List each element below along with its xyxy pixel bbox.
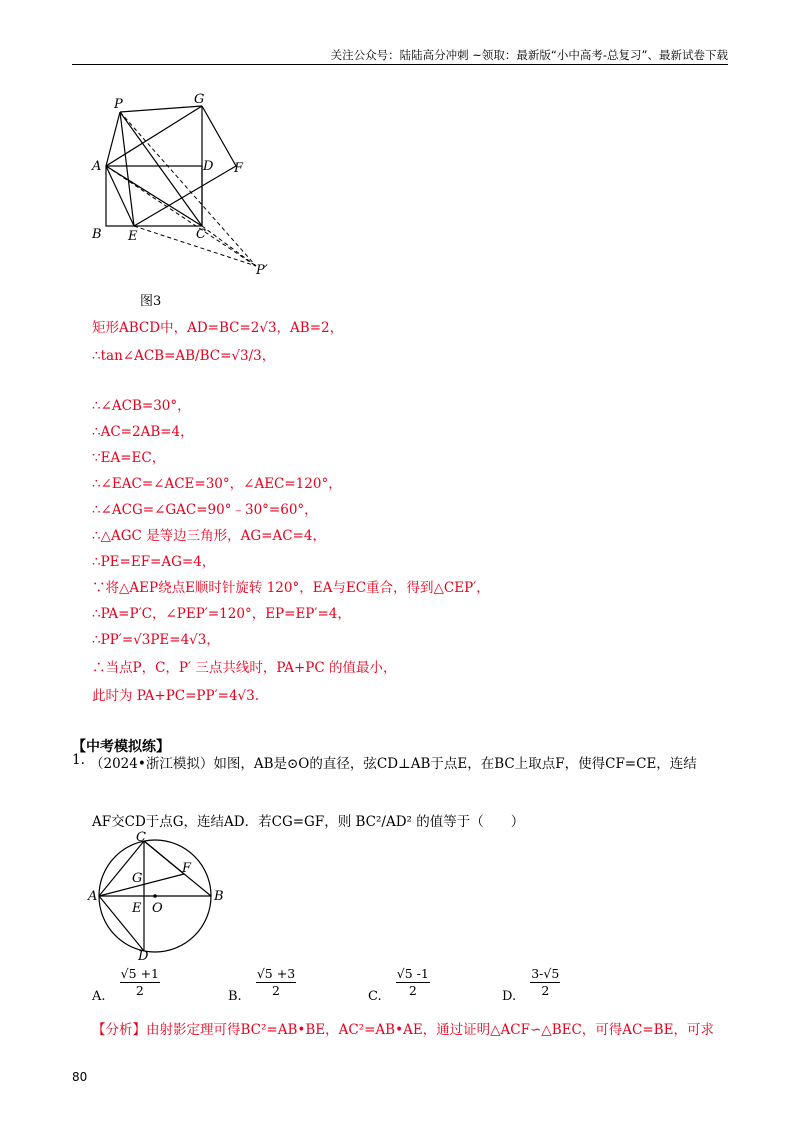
option-c-denominator: 2 bbox=[408, 983, 417, 998]
label-d: D bbox=[138, 949, 149, 962]
option-a[interactable] bbox=[92, 966, 160, 1004]
solution-line-11: ∴PA=P′C，∠PEP′=120°，EP=EP′=4， bbox=[92, 606, 351, 622]
label-g: G bbox=[194, 92, 205, 107]
option-b[interactable] bbox=[228, 966, 296, 1004]
question-stem-line-2: AF交CD于点G，连结AD．若CG=GF，则 BC²/AD² 的值等于（ ） bbox=[92, 814, 525, 830]
dash-p-p2 bbox=[120, 112, 256, 266]
option-d-denominator: 2 bbox=[541, 983, 550, 998]
solution-line-2: ∴tan∠ACB=AB/BC=√3/3， bbox=[92, 348, 276, 364]
solution-line-12: ∴PP′=√3PE=4√3， bbox=[92, 632, 220, 648]
figure-caption: 图3 bbox=[140, 294, 162, 309]
label-a: A bbox=[92, 159, 102, 174]
option-d-letter: D. bbox=[502, 989, 517, 1004]
solution-line-9: ∴PE=EF=AG=4， bbox=[92, 554, 216, 570]
label-f: F bbox=[182, 861, 192, 876]
label-o: O bbox=[152, 901, 163, 916]
label-p-prime: P′ bbox=[256, 263, 268, 278]
dash-c-p2 bbox=[202, 226, 256, 266]
label-a: A bbox=[88, 889, 98, 904]
option-a-numerator: √5 +1 bbox=[120, 966, 159, 981]
solution-line-10: ∵将△AEP绕点E顺时针旋转 120°，EA与EC重合，得到△CEP′， bbox=[92, 580, 490, 596]
segment-ef bbox=[134, 166, 236, 226]
segment-cf bbox=[144, 841, 184, 874]
option-b-denominator: 2 bbox=[272, 983, 280, 998]
solution-line-14: 此时为 PA+PC=PP′=4√3. bbox=[92, 688, 260, 704]
header-text: 关注公众号：陆陆高分冲刺 ~领取：最新版“小中高考-总复习”、最新试卷下载 bbox=[330, 48, 728, 62]
option-d-numerator: 3-√5 bbox=[531, 966, 560, 981]
solution-line-3: ∴∠ACB=30°， bbox=[92, 398, 191, 414]
solution-line-5: ∵EA=EC， bbox=[92, 450, 166, 466]
page-number: 80 bbox=[72, 1070, 88, 1084]
label-b: B bbox=[214, 889, 224, 904]
option-c[interactable] bbox=[368, 966, 430, 1004]
circle-figure bbox=[86, 830, 226, 962]
label-g: G bbox=[132, 871, 143, 886]
option-b-numerator: √5 +3 bbox=[256, 966, 296, 981]
label-e: E bbox=[132, 901, 142, 916]
page-header bbox=[72, 44, 728, 65]
label-p: P bbox=[114, 97, 123, 112]
option-b-letter: B. bbox=[228, 989, 242, 1004]
label-d: D bbox=[203, 159, 214, 174]
option-a-letter: A. bbox=[92, 989, 106, 1004]
solution-line-6: ∴∠EAC=∠ACE=30°，∠AEC=120°， bbox=[92, 476, 342, 492]
label-f: F bbox=[234, 161, 244, 176]
figure-3 bbox=[86, 92, 286, 284]
option-c-numerator: √5 -1 bbox=[396, 966, 429, 981]
question-stem-line-1: （2024•浙江模拟）如图，AB是⊙O的直径，弦CD⊥AB于点E，在BC上取点F，使得CF=CE，连结 bbox=[90, 756, 697, 772]
option-c-letter: C. bbox=[368, 989, 382, 1004]
center-point bbox=[153, 894, 157, 898]
solution-line-4: ∴AC=2AB=4， bbox=[92, 424, 194, 440]
section-title: 【中考模拟练】 bbox=[72, 739, 170, 755]
segment-pg bbox=[120, 106, 202, 112]
segment-gf bbox=[202, 106, 236, 166]
analysis-line: 【分析】由射影定理可得BC²=AB•BE，AC²=AB•AE，通过证明△ACF∽△BEC，可得AC=BE，可求 bbox=[92, 1022, 714, 1038]
question-number: 1. bbox=[72, 752, 85, 768]
label-e: E bbox=[128, 229, 138, 244]
label-c: C bbox=[196, 227, 206, 242]
solution-line-13: ∴当点P，C，P′ 三点共线时，PA+PC 的值最小， bbox=[92, 660, 397, 676]
label-c: C bbox=[136, 830, 146, 845]
solution-line-1: 矩形ABCD中，AD=BC=2√3，AB=2， bbox=[92, 320, 344, 336]
option-a-denominator: 2 bbox=[135, 983, 144, 998]
solution-line-8: ∴△AGC 是等边三角形，AG=AC=4， bbox=[92, 528, 326, 544]
option-d[interactable] bbox=[502, 966, 560, 1004]
label-b: B bbox=[92, 227, 102, 242]
solution-line-7: ∴∠ACG=∠GAC=90°﹣30°=60°， bbox=[92, 502, 318, 518]
